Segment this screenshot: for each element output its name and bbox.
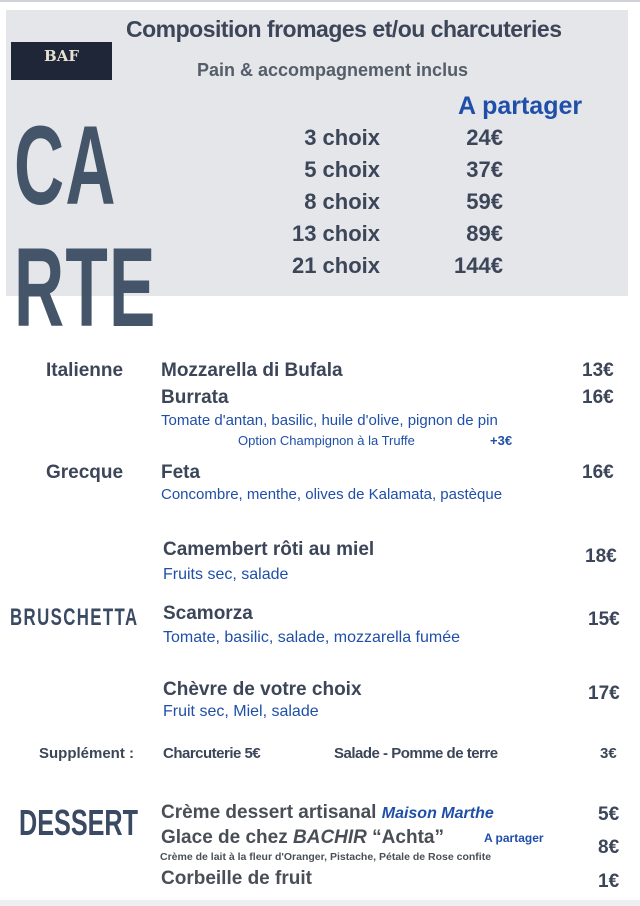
section-bruschetta: BRUSCHETTA (10, 604, 139, 631)
supplement-item: Salade - Pomme de terre (334, 745, 498, 762)
logo: BAF (11, 42, 112, 80)
share-tag: A partager (484, 831, 544, 845)
item-price: 18€ (585, 546, 617, 567)
item-description: Fruit sec, Miel, salade (163, 703, 319, 720)
item-name: Mozzarella di Bufala (161, 360, 343, 381)
item-description: Fruits sec, salade (163, 566, 289, 583)
item-price: 8€ (598, 837, 620, 858)
item-price: 16€ (582, 387, 614, 408)
item-name: Glace de chez (161, 827, 294, 848)
carte-title-line1: CA (14, 103, 117, 228)
platter-choices: 21 choix (291, 253, 380, 278)
item-name: Corbeille de fruit (161, 868, 312, 889)
subtitle: Pain & accompagnement inclus (197, 60, 469, 80)
item-name: Chèvre de votre choix (163, 679, 362, 700)
item-price: 17€ (588, 683, 620, 704)
item-name: Camembert rôti au miel (163, 539, 375, 560)
bottom-divider (0, 900, 640, 906)
platter-price: 89€ (466, 221, 503, 246)
item-description: Concombre, menthe, olives de Kalamata, pastèque (161, 486, 503, 503)
item-option-price: +3€ (490, 433, 513, 448)
section-dessert: DESSERT (19, 802, 139, 843)
platter-choices: 8 choix (304, 189, 380, 214)
item-name: Crème dessert artisanal (161, 802, 377, 823)
supplement-price: 3€ (600, 745, 617, 762)
platter-choices: 3 choix (304, 125, 380, 150)
item-price: 15€ (588, 609, 620, 630)
item-name: Feta (161, 462, 201, 483)
carte-title-line2: RTE (14, 225, 157, 350)
item-name-suffix: “Achta” (366, 827, 444, 848)
dessert-item (161, 827, 444, 849)
item-description: Crème de lait à la fleur d'Oranger, Pistache, Pétale de Rose confite (160, 851, 492, 863)
item-description: Tomate, basilic, salade, mozzarella fumée (163, 629, 461, 646)
platter-choices: 13 choix (291, 221, 380, 246)
item-brand: BACHIR (293, 827, 367, 848)
item-price: 13€ (582, 360, 614, 381)
item-price: 5€ (598, 804, 620, 825)
platter-price: 59€ (466, 189, 503, 214)
item-price: 1€ (598, 871, 620, 892)
share-label: A partager (458, 92, 583, 120)
platter-price: 144€ (454, 253, 503, 278)
top-divider (0, 0, 640, 2)
supplement-item: Charcuterie 5€ (163, 745, 261, 762)
dessert-item (161, 802, 494, 824)
item-description: Tomate d'antan, basilic, huile d'olive, pignon de pin (161, 412, 498, 429)
item-name: Scamorza (163, 603, 253, 624)
item-brand: Maison Marthe (381, 805, 494, 822)
page-title: Composition fromages et/ou charcuteries (126, 16, 562, 42)
item-price: 16€ (582, 462, 614, 483)
platter-price: 24€ (466, 125, 503, 150)
item-name: Burrata (161, 387, 229, 408)
category-grecque: Grecque (46, 462, 124, 483)
item-option: Option Champignon à la Truffe (238, 433, 415, 448)
category-italienne: Italienne (46, 360, 124, 381)
supplement-label: Supplément : (39, 745, 135, 762)
platter-choices: 5 choix (304, 157, 380, 182)
platter-price: 37€ (466, 157, 503, 182)
